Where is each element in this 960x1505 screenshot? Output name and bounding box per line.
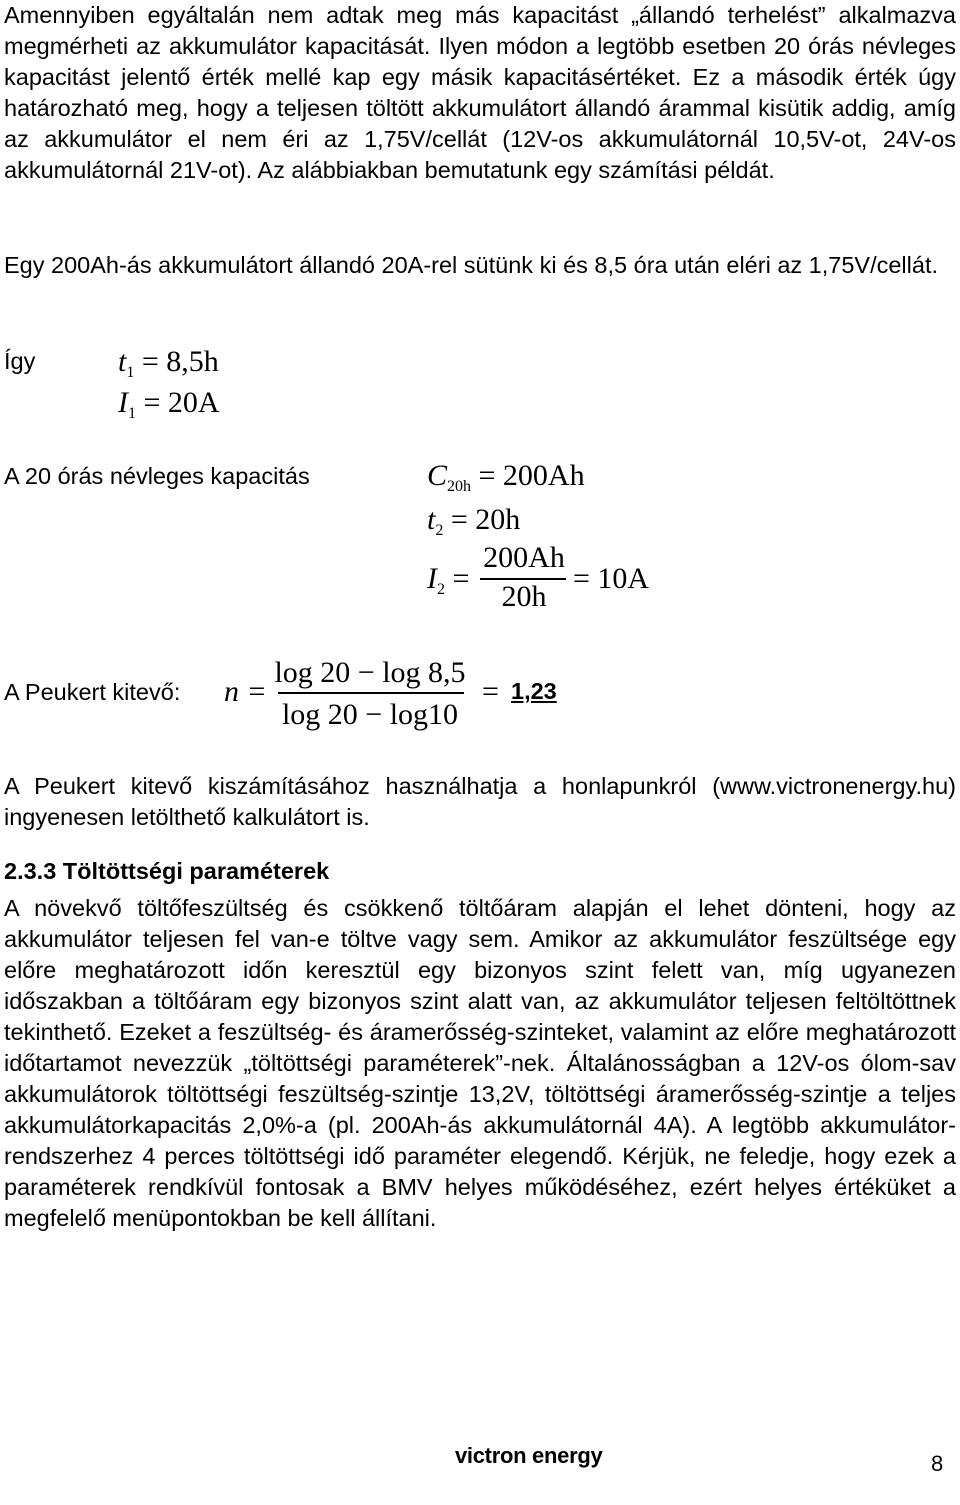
i1-value: = 20A (143, 386, 220, 419)
paragraph-example: Egy 200Ah-ás akkumulátort állandó 20A-rel sütünk ki és 8,5 óra után eléri az 1,75V/cellát. (4, 252, 938, 278)
n-fraction-bar (278, 692, 464, 694)
c-symbol: C (427, 459, 448, 492)
equation-i2-lhs (427, 562, 469, 607)
t1-subscript: 1 (126, 364, 135, 381)
paragraph-capacity-intro: Amennyiben egyáltalán nem adtak meg más kapacitást „állandó terhelést” alkalmazva megmérheti az akkumulátor kapacitását. Ilyen módon a legtöbb esetben 20 órás névleges kapacitást jelentő érték mellé kap egy másik kapacitásértéket. Ez a második érték úgy határozható meg, hogy a teljesen töltött akkumulátort állandó árammal kisütik addig, amíg az akkumulátor el nem éri az 1,75V/cellát (12V-os akkumulátornál 10,5V-ot, 24V-os akkumulátornál 21V-ot). Az alábbiakban bemutatunk egy számítási példát. (4, 2, 956, 183)
t2-symbol: t (427, 503, 436, 536)
n-numerator: log 20 − log 8,5 (274, 656, 466, 689)
c-subscript: 20h (447, 478, 472, 495)
i2-equals: = (452, 562, 470, 595)
i2-symbol: I (427, 562, 437, 595)
victron-energy-logo: victron energy (455, 1443, 603, 1468)
t2-value: = 20h (450, 503, 521, 536)
i2-numerator: 200Ah (483, 541, 565, 574)
equation-t1 (118, 345, 219, 390)
c-value: = 200Ah (478, 459, 585, 492)
i1-subscript: 1 (128, 405, 136, 422)
equation-i1 (118, 386, 220, 431)
i2-denominator: 20h (501, 580, 547, 613)
i1-symbol: I (118, 386, 128, 419)
equation-n-lhs (224, 675, 267, 709)
n-equals: = (482, 675, 499, 708)
peukert-result: 1,23 (511, 678, 557, 704)
label-20h-capacity: A 20 órás névleges kapacitás (4, 463, 310, 489)
section-heading: 2.3.3 Töltöttségi paraméterek (4, 858, 330, 884)
n-symbol: n = (224, 675, 267, 708)
i2-subscript: 2 (437, 581, 445, 598)
label-igy: Így (4, 348, 36, 374)
paragraph-charge-parameters: A növekvő töltőfeszültség és csökkenő töltőáram alapján el lehet dönteni, hogy az akkumulátor teljesen fel van-e töltve vagy sem. Amikor az akkumulátor feszültsége egy előre meghatározott időn keresztül egy bizonyos szint felett van, míg ugyanezen időszakban a töltőáram egy bizonyos szint alatt van, az akkumulátor teljesen feltöltöttnek tekinthető. Ezeket a feszültség- és áramerősség-szinteket, valamint az előre meghatározott időtartamot nevezzük „töltöttségi paraméterek”-nek. Általánosságban a 12V-os ólom-sav akkumulátorok töltöttségi feszültség-szintje 13,2V, töltöttségi áramerősség-szintje a teljes akkumulátorkapacitás 2,0%-a (pl. 200Ah-ás akkumulátornál 4A). A legtöbb akkumulátor-rendszerhez 4 perces töltöttségi idő paraméter elegendő. Kérjük, ne feledje, hogy ezek a paraméterek rendkívül fontosak a BMV helyes működéséhez, ezért helyes értéküket a megfelelő menüpontokban be kell állítani. (4, 895, 956, 1231)
paragraph-calculator-note: A Peukert kitevő kiszámításához használhatja a honlapunkról (www.victronenergy.hu) ingyenesen letölthető kalkulátort is. (4, 773, 956, 830)
t2-subscript: 2 (435, 522, 444, 539)
t1-value: = 8,5h (141, 345, 219, 378)
t1-symbol: t (118, 345, 127, 378)
n-denominator: log 20 − log10 (281, 698, 459, 731)
label-peukert: A Peukert kitevő: (4, 679, 181, 705)
equation-c20h (427, 459, 585, 504)
i2-result: = 10A (573, 562, 650, 595)
page-number: 8 (931, 1451, 944, 1476)
